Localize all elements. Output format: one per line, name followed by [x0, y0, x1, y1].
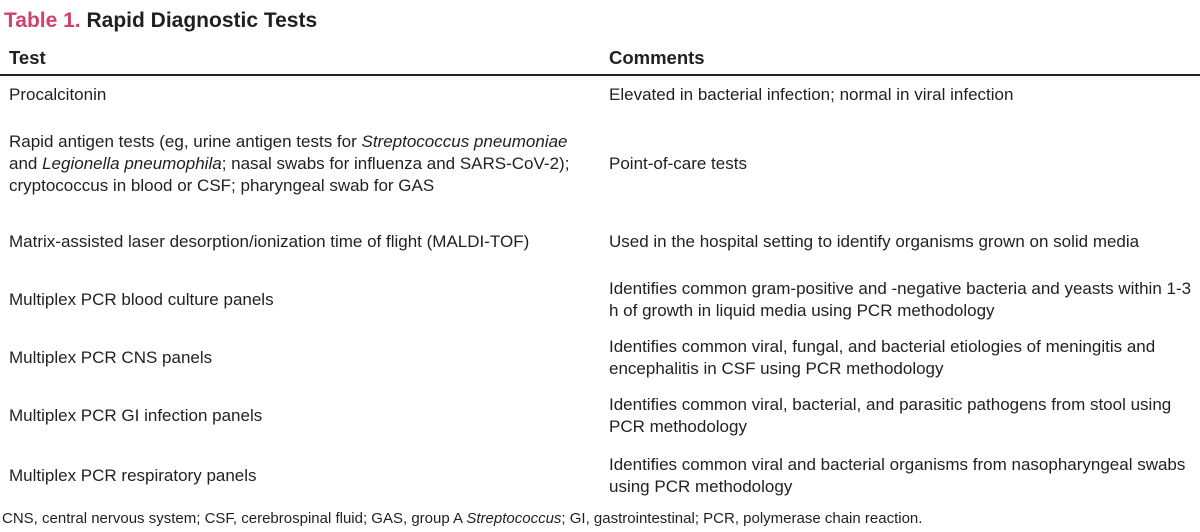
comments-cell: Identifies common gram-positive and -negative bacteria and yeasts within 1-3 h of growth in liquid media using PCR methodology: [609, 279, 1192, 320]
table-row: [0, 75, 1200, 114]
comments-cell: Used in the hospital setting to identify organisms grown on solid media: [609, 232, 1140, 251]
test-cell: Multiplex PCR GI infection panels: [9, 406, 263, 425]
test-cell: Multiplex PCR respiratory panels: [9, 466, 257, 485]
table-row: [0, 213, 1200, 271]
test-cell: [0, 114, 600, 213]
comments-cell: Elevated in bacterial infection; normal in viral infection: [609, 85, 1014, 104]
footnote-text: CNS, central nervous system; CSF, cerebrospinal fluid; GAS, group A: [2, 510, 467, 527]
comments-cell: Identifies common viral, bacterial, and parasitic pathogens from stool using PCR methodology: [609, 395, 1172, 436]
comments-cell: Identifies common viral and bacterial organisms from nasopharyngeal swabs using PCR methodology: [609, 455, 1186, 496]
footnote-text: ; GI, gastrointestinal; PCR, polymerase chain reaction.: [561, 510, 923, 527]
comments-cell: Point-of-care tests: [609, 153, 747, 173]
test-cell: Procalcitonin: [9, 85, 107, 104]
column-header-comments: Comments: [600, 42, 1200, 75]
table-header: [0, 42, 1200, 75]
table-number-label: Table 1.: [4, 9, 81, 32]
table-footnote: [2, 508, 922, 530]
table-title: [4, 7, 317, 35]
header-row: [0, 42, 1200, 75]
comments-cell: Identifies common viral, fungal, and bacterial etiologies of meningitis and encephalitis in CSF using PCR methodology: [609, 337, 1156, 378]
diagnostic-tests-table-container: [0, 42, 1200, 507]
test-cell: Multiplex PCR CNS panels: [9, 348, 213, 367]
table-row: [0, 329, 1200, 387]
table-row: [0, 387, 1200, 445]
test-cell: Multiplex PCR blood culture panels: [9, 290, 274, 309]
test-text: and: [9, 153, 43, 173]
footnote-organism: Streptococcus: [466, 510, 562, 527]
column-header-test: Test: [0, 42, 600, 75]
test-text: ; nasal swabs for influenza and SARS-CoV-2); cryptococcus in blood or CSF; pharyngeal swab for GAS: [9, 153, 570, 195]
table-row: [0, 445, 1200, 507]
test-cell: Matrix-assisted laser desorption/ionization time of flight (MALDI-TOF): [9, 232, 530, 251]
organism-name: Streptococcus pneumoniae: [361, 131, 568, 151]
organism-name: Legionella pneumophila: [42, 153, 222, 173]
table-row: [0, 271, 1200, 329]
table-body: [0, 75, 1200, 507]
diagnostic-tests-table: [0, 42, 1200, 507]
table-title-text: Rapid Diagnostic Tests: [86, 9, 318, 32]
test-text: Rapid antigen tests (eg, urine antigen tests for: [9, 131, 362, 151]
table-row: [0, 114, 1200, 213]
